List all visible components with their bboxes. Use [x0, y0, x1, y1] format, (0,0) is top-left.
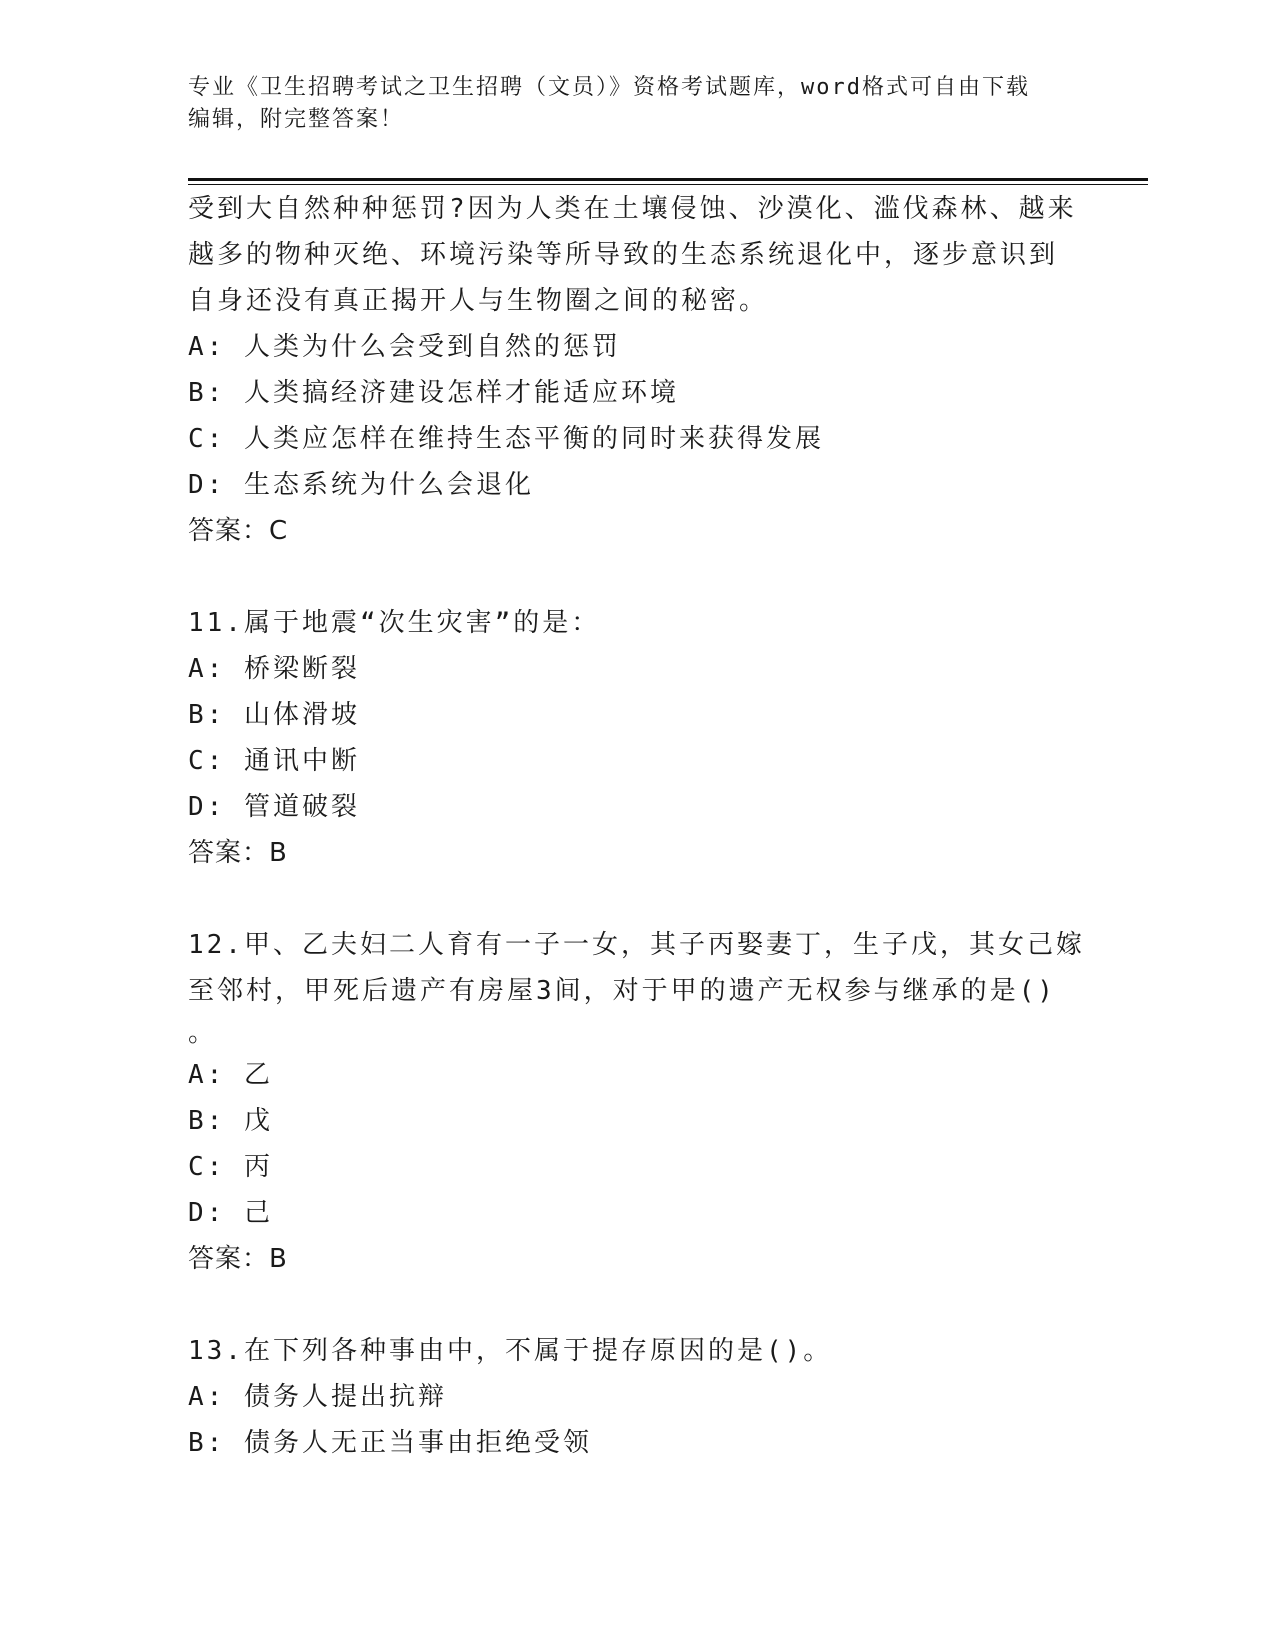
option-d: D: 己 — [188, 1198, 273, 1228]
spacer — [188, 1282, 1088, 1328]
header-divider-thick — [188, 178, 1148, 181]
question-stem: 13.在下列各种事由中，不属于提存原因的是()。 — [188, 1336, 833, 1366]
question-stem-line: 越多的物种灭绝、环境污染等所导致的生态系统退化中，逐步意识到 — [188, 240, 1059, 270]
question-stem-line: 12.甲、乙夫妇二人育有一子一女，其子丙娶妻丁，生子戊，其女己嫁 — [188, 930, 1085, 960]
option-b: B: 戊 — [188, 1106, 273, 1136]
option-c: C: 丙 — [188, 1152, 273, 1182]
question-10 — [188, 186, 1088, 554]
option-b: B: 债务人无正当事由拒绝受领 — [188, 1428, 592, 1458]
answer-label: 答案：B — [188, 1244, 288, 1274]
spacer — [188, 554, 1088, 600]
header-line-1: 专业《卫生招聘考试之卫生招聘（文员）》资格考试题库，word格式可自由下载 — [188, 75, 1030, 100]
question-list — [188, 186, 1088, 1466]
option-c: C: 人类应怎样在维持生态平衡的同时来获得发展 — [188, 424, 824, 454]
document-header — [188, 72, 1088, 136]
answer-label: 答案：C — [188, 516, 289, 546]
option-a: A: 人类为什么会受到自然的惩罚 — [188, 332, 621, 362]
option-d: D: 生态系统为什么会退化 — [188, 470, 534, 500]
question-stem-line: 受到大自然种种惩罚?因为人类在土壤侵蚀、沙漠化、滥伐森林、越来 — [188, 194, 1077, 224]
option-b: B: 人类搞经济建设怎样才能适应环境 — [188, 378, 679, 408]
question-12 — [188, 922, 1088, 1282]
header-line-2: 编辑，附完整答案！ — [188, 107, 405, 132]
header-divider-thin — [188, 184, 1148, 185]
question-stem: 11.属于地震“次生灾害”的是： — [188, 608, 601, 638]
question-13 — [188, 1328, 1088, 1466]
option-a: A: 乙 — [188, 1060, 273, 1090]
question-stem-line: 至邻村，甲死后遗产有房屋3间，对于甲的遗产无权参与继承的是() — [188, 976, 1056, 1006]
option-a: A: 债务人提出抗辩 — [188, 1382, 447, 1412]
option-a: A: 桥梁断裂 — [188, 654, 360, 684]
spacer — [188, 876, 1088, 922]
question-stem-line: 自身还没有真正揭开人与生物圈之间的秘密。 — [188, 286, 769, 316]
answer-label: 答案：B — [188, 838, 288, 868]
option-b: B: 山体滑坡 — [188, 700, 360, 730]
question-stem-line: 。 — [188, 1018, 218, 1048]
option-d: D: 管道破裂 — [188, 792, 360, 822]
question-11 — [188, 600, 1088, 876]
option-c: C: 通讯中断 — [188, 746, 360, 776]
